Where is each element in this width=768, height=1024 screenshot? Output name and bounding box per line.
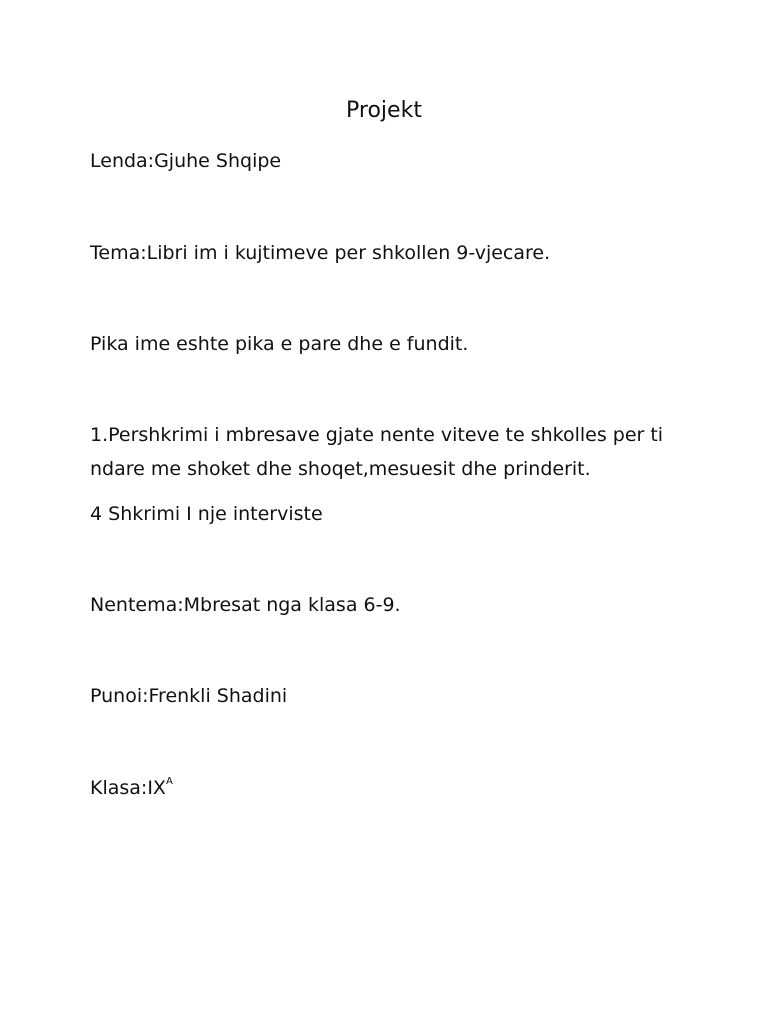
theme-line: Tema:Libri im i kujtimeve per shkollen 9-vjecare. bbox=[90, 242, 551, 264]
class-line bbox=[90, 771, 173, 805]
author-line: Punoi:Frenkli Shadini bbox=[90, 685, 288, 707]
item-4-line: 4 Shkrimi I nje interviste bbox=[90, 503, 323, 525]
point-line: Pika ime eshte pika e pare dhe e fundit. bbox=[90, 333, 469, 355]
subject-line: Lenda:Gjuhe Shqipe bbox=[90, 150, 282, 172]
item-1-line-2: ndare me shoket dhe shoqet,mesuesit dhe prinderit. bbox=[90, 458, 591, 480]
class-label: Klasa:IX bbox=[90, 777, 166, 799]
document-title: Projekt bbox=[346, 98, 422, 123]
subtheme-line: Nentema:Mbresat nga klasa 6-9. bbox=[90, 594, 401, 616]
item-1-line-1: 1.Pershkrimi i mbresave gjate nente viteve te shkolles per ti bbox=[90, 424, 664, 446]
class-superscript: A bbox=[165, 776, 173, 787]
